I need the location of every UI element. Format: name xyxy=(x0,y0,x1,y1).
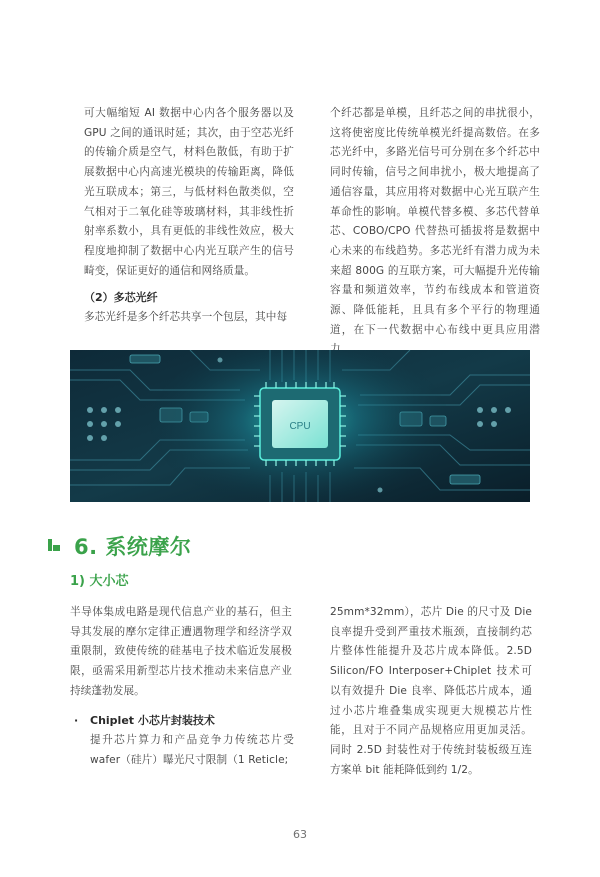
chiplet-bullet-title: Chiplet 小芯片封装技术 xyxy=(90,714,215,727)
bottom-right-paragraph: 25mm*32mm），芯片 Die 的尺寸及 Die 良率提升受到严重技术瓶颈，直接制约芯片整体性能提升及芯片成本降低。2.5D Silicon/FO Interposer+Chiplet 技术可以有效提升 Die 良率、降低芯片成本，通过小芯片堆叠集成实现更大规模芯片性能，且对于不同产品规格应用更加灵活。同时 2.5D 封装性对于传统封装板级互连方案单 bit 能耗降低到约 1/2。 xyxy=(330,606,532,776)
section-heading xyxy=(48,529,191,563)
page-number: 63 xyxy=(293,828,307,841)
bullet-dot: · xyxy=(74,714,79,727)
bottom-left-paragraph: 半导体集成电路是现代信息产业的基石，但主导其发展的摩尔定律正遭遇物理学和经济学双重限制，致使传统的硅基电子技术临近发展极限，亟需采用新型芯片技术推动未来信息产业持续蓬勃发展。 xyxy=(70,606,292,697)
top-left-paragraph: 可大幅缩短 AI 数据中心内各个服务器以及 GPU 之间的通讯时延；其次，由于空芯光纤的传输介质是空气，材料色散低，有助于扩展数据中心内高速光模块的传输距离，降低光互联成本；第三，与低材料色散类似，空气相对于二氧化硅等玻璃材料，其非线性折射率系数小，具有更低的非线性效应，极大程度地抑制了数据中心内光互联产生的信号畸变，保证更好的通信和网络质量。 xyxy=(84,107,294,277)
top-right-paragraph: 个纤芯都是单模，且纤芯之间的串扰很小，这将使密度比传统单模光纤提高数倍。在多芯光纤中，多路光信号可分别在多个纤芯中同时传输，信号之间串扰小，极大地提高了通信容量，其应用将对数据中心光互联产生革命性的影响。单模代替多模、多芯代替单芯、COBO/CPO 代替热可插拔将是数据中心未来的布线趋势。多芯光纤有潜力成为未来超 800G 的互联方案，可大幅提升光传输容量和频道效率，节约布线成本和管道资源、降低能耗，且具有多个平行的物理通道，在下一代数据中心布线中更具应用潜 xyxy=(330,107,540,336)
subsection-title: 1) 大小芯 xyxy=(70,574,129,589)
multicore-fiber-subheading: （2）多芯光纤 xyxy=(84,291,158,304)
cpu-chip xyxy=(254,382,346,466)
top-left-paragraph-2: 多芯光纤是多个纤芯共享一个包层，其中每 xyxy=(84,311,288,323)
circuit-board-cpu-image xyxy=(70,350,530,502)
section-marker-icon xyxy=(48,539,62,553)
circuit-board-illustration xyxy=(70,350,530,502)
cpu-label: CPU xyxy=(289,421,311,432)
section-title: 6. 系统摩尔 xyxy=(74,535,192,559)
chiplet-bullet-body: 提升芯片算力和产品竞争力传统芯片受 wafer（硅片）曝光尺寸限制（1 Reticle; xyxy=(90,734,294,766)
